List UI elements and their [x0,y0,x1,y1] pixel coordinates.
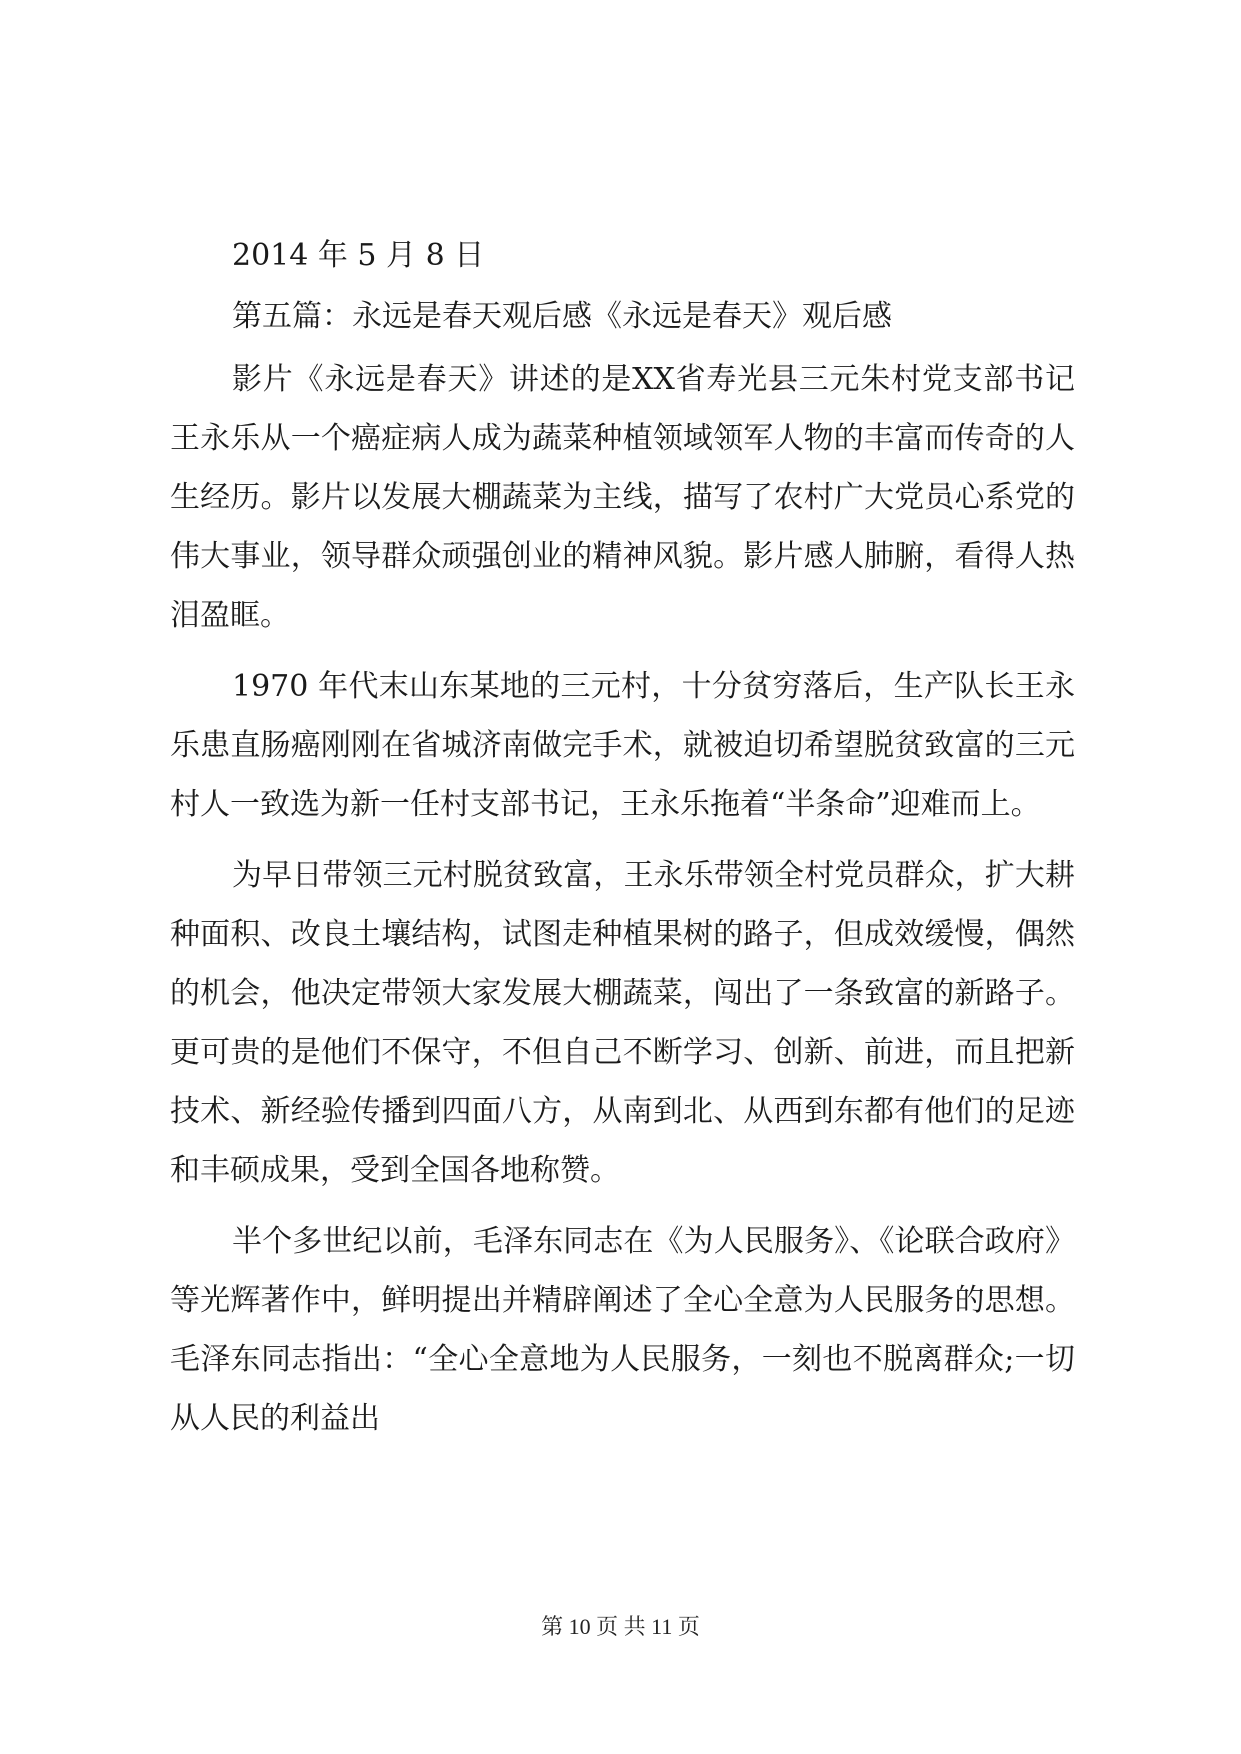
paragraph-1: 影片《永远是春天》讲述的是XX省寿光县三元朱村党支部书记王永乐从一个癌症病人成为蔬菜种植领域领军人物的丰富而传奇的人生经历。影片以发展大棚蔬菜为主线，描写了农村广大党员心系党的伟大事业，领导群众顽强创业的精神风貌。影片感人肺腑，看得人热泪盈眶。 [170,362,1075,633]
page-number-footer: 第 10 页 共 11 页 [541,1614,700,1639]
paragraph-4: 半个多世纪以前，毛泽东同志在《为人民服务》、《论联合政府》等光辉著作中，鲜明提出并精辟阐述了全心全意为人民服务的思想。毛泽东同志指出：“全心全意地为人民服务，一刻也不脱离群众;一切从人民的利益出 [170,1224,1075,1436]
paragraph-2: 1970 年代末山东某地的三元村，十分贫穷落后，生产队长王永乐患直肠癌刚刚在省城济南做完手术，就被迫切希望脱贫致富的三元村人一致选为新一任村支部书记，王永乐拖着“半条命”迎难而上。 [170,669,1075,822]
document-body [170,232,1075,1460]
document-date: 2014 年 5 月 8 日 [232,238,485,273]
paragraph-3: 为早日带领三元村脱贫致富，王永乐带领全村党员群众，扩大耕种面积、改良土壤结构，试图走种植果树的路子，但成效缓慢，偶然的机会，他决定带领大家发展大棚蔬菜，闯出了一条致富的新路子。更可贵的是他们不保守，不但自己不断学习、创新、前进，而且把新技术、新经验传播到四面八方，从南到北、从西到东都有他们的足迹和丰硕成果，受到全国各地称赞。 [170,858,1075,1188]
section-heading: 第五篇：永远是春天观后感《永远是春天》观后感 [232,299,892,334]
